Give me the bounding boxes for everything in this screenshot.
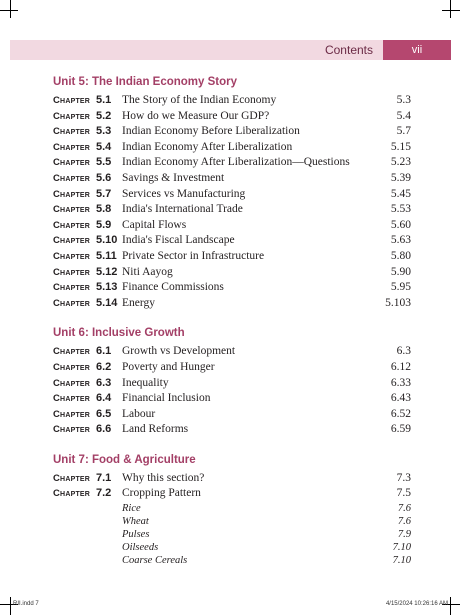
- chapter-title: Energy: [122, 296, 156, 309]
- chapter-label: Chapter: [53, 472, 91, 484]
- chapter-row[interactable]: [53, 93, 411, 109]
- chapter-label: Chapter: [53, 219, 91, 231]
- unit-title: Unit 5: The Indian Economy Story: [53, 76, 238, 88]
- chapter-title: Private Sector in Infrastructure: [122, 249, 265, 262]
- chapter-number: 7.2: [96, 487, 112, 500]
- chapter-label: Chapter: [53, 282, 91, 294]
- chapter-page: 5.39: [390, 171, 411, 184]
- chapter-row[interactable]: [53, 265, 411, 281]
- chapter-label: Chapter: [53, 235, 91, 247]
- chapter-page: 5.103: [385, 296, 411, 309]
- unit-section: [53, 74, 411, 311]
- subsection-page: 7.6: [397, 503, 411, 515]
- chapter-row[interactable]: [53, 280, 411, 296]
- subsection-page: 7.10: [392, 542, 411, 554]
- chapter-label: Chapter: [53, 172, 91, 184]
- subsection-page: 7.10: [392, 555, 411, 567]
- chapter-row[interactable]: [53, 376, 411, 392]
- chapter-label: Chapter: [53, 424, 91, 436]
- chapter-number: 6.4: [96, 392, 112, 405]
- subsection-title: Rice: [122, 503, 141, 515]
- crop-mark: [450, 0, 451, 18]
- subsection-title: Wheat: [122, 516, 149, 528]
- chapter-page: 5.45: [390, 187, 411, 200]
- chapter-row[interactable]: [53, 296, 411, 312]
- subsection-row[interactable]: [53, 502, 411, 515]
- header-band: [10, 40, 451, 60]
- chapter-row[interactable]: [53, 249, 411, 265]
- chapter-number: 5.2: [96, 109, 112, 122]
- chapter-number: 5.13: [96, 281, 118, 294]
- chapter-label: Chapter: [53, 110, 91, 122]
- chapter-label: Chapter: [53, 188, 91, 200]
- chapter-page: 5.80: [390, 249, 411, 262]
- subsection-row[interactable]: [53, 554, 411, 567]
- crop-mark: [0, 10, 18, 11]
- chapter-page: 6.43: [390, 392, 411, 405]
- subsection-row[interactable]: [53, 528, 411, 541]
- crop-mark: [10, 597, 11, 615]
- chapter-row[interactable]: [53, 109, 411, 125]
- chapter-title: Indian Economy After Liberalization: [122, 140, 293, 153]
- chapter-number: 5.8: [96, 203, 112, 216]
- chapter-title: Why this section?: [122, 471, 205, 484]
- chapter-page: 5.53: [390, 203, 411, 216]
- chapter-number: 5.6: [96, 171, 112, 184]
- file-slug: RII.indd 7: [13, 601, 39, 607]
- chapter-row[interactable]: [53, 155, 411, 171]
- chapter-title: How do we Measure Our GDP?: [122, 109, 270, 122]
- chapter-page: 5.3: [396, 94, 411, 106]
- timestamp-slug: 4/15/2024 10:26:16 AM: [385, 601, 448, 607]
- chapter-label: Chapter: [53, 204, 91, 216]
- chapter-page: 5.23: [390, 156, 411, 169]
- chapter-row[interactable]: [53, 124, 411, 140]
- chapter-page: 5.15: [390, 140, 411, 153]
- chapter-label: Chapter: [53, 346, 91, 358]
- chapter-page: 7.3: [396, 471, 411, 484]
- chapter-row[interactable]: [53, 140, 411, 156]
- chapter-row[interactable]: [53, 187, 411, 203]
- chapter-page: 5.63: [390, 234, 411, 247]
- chapter-row[interactable]: [53, 218, 411, 234]
- chapter-title: Finance Commissions: [122, 281, 224, 294]
- chapter-label: Chapter: [53, 141, 91, 153]
- chapter-title: Inequality: [122, 376, 169, 389]
- chapter-label: Chapter: [53, 95, 91, 106]
- subsection-row[interactable]: [53, 541, 411, 554]
- chapter-page: 7.5: [396, 487, 411, 500]
- chapter-number: 5.3: [96, 125, 112, 138]
- chapter-row[interactable]: [53, 407, 411, 423]
- chapter-title: Financial Inclusion: [122, 392, 211, 405]
- chapter-title: Poverty and Hunger: [122, 360, 215, 373]
- contents-label: Contents: [324, 43, 373, 57]
- crop-mark: [442, 10, 460, 11]
- chapter-title: Indian Economy Before Liberalization: [122, 125, 300, 138]
- chapter-label: Chapter: [53, 266, 91, 278]
- chapter-number: 5.14: [96, 296, 118, 309]
- chapter-title: Services vs Manufacturing: [122, 187, 246, 200]
- chapter-number: 5.5: [96, 156, 112, 169]
- unit-section: [53, 452, 411, 567]
- unit-section: [53, 325, 411, 438]
- chapter-label: Chapter: [53, 393, 91, 405]
- crop-mark: [450, 597, 451, 615]
- chapter-label: Chapter: [53, 408, 91, 420]
- chapter-label: Chapter: [53, 377, 91, 389]
- subsection-title: Oilseeds: [122, 542, 159, 554]
- chapter-page: 6.52: [390, 407, 411, 420]
- chapter-number: 5.11: [96, 249, 117, 262]
- chapter-label: Chapter: [53, 126, 91, 138]
- chapter-page: 5.7: [396, 125, 411, 138]
- chapter-number: 5.4: [96, 140, 112, 153]
- chapter-row[interactable]: [53, 233, 411, 249]
- chapter-number: 5.7: [96, 187, 112, 200]
- chapter-label: Chapter: [53, 361, 91, 373]
- chapter-row[interactable]: [53, 202, 411, 218]
- chapter-number: 6.3: [96, 376, 112, 389]
- chapter-page: 5.90: [390, 265, 411, 278]
- unit-title: Unit 7: Food & Agriculture: [53, 453, 196, 466]
- chapter-number: 6.1: [96, 345, 112, 358]
- crop-mark: [10, 0, 11, 18]
- chapter-title: Cropping Pattern: [122, 487, 201, 500]
- chapter-row[interactable]: [53, 171, 411, 187]
- chapter-row[interactable]: [53, 422, 411, 438]
- chapter-title: Savings & Investment: [122, 171, 225, 184]
- table-of-contents: [53, 74, 411, 581]
- chapter-page: 6.12: [390, 360, 411, 373]
- chapter-title: Niti Aayog: [122, 265, 173, 278]
- chapter-title: India's Fiscal Landscape: [122, 234, 235, 247]
- chapter-number: 7.1: [96, 471, 112, 484]
- chapter-number: 5.10: [96, 234, 118, 247]
- chapter-label: Chapter: [53, 488, 91, 500]
- chapter-number: 6.2: [96, 360, 112, 373]
- chapter-number: 6.6: [96, 423, 112, 436]
- chapter-page: 6.3: [396, 345, 411, 358]
- chapter-row[interactable]: [53, 486, 411, 502]
- chapter-number: 6.5: [96, 407, 112, 420]
- chapter-page: 6.33: [390, 376, 411, 389]
- chapter-title: Growth vs Development: [122, 345, 236, 358]
- chapter-title: India's International Trade: [122, 203, 243, 216]
- chapter-title: Land Reforms: [122, 423, 189, 436]
- chapter-row[interactable]: [53, 471, 411, 487]
- chapter-title: The Story of the Indian Economy: [122, 94, 277, 106]
- chapter-number: 5.12: [96, 265, 118, 278]
- chapter-number: 5.1: [96, 94, 112, 106]
- subsection-title: Coarse Cereals: [122, 555, 188, 567]
- chapter-label: Chapter: [53, 297, 91, 309]
- chapter-title: Labour: [122, 407, 156, 420]
- chapter-page: 5.95: [390, 281, 411, 294]
- chapter-title: Capital Flows: [122, 218, 187, 231]
- unit-title: Unit 6: Inclusive Growth: [53, 327, 185, 340]
- subsection-title: Pulses: [122, 529, 150, 541]
- subsection-row[interactable]: [53, 515, 411, 528]
- page-number-badge: vii: [383, 40, 451, 60]
- chapter-page: 5.60: [390, 218, 411, 231]
- subsection-page: 7.9: [397, 529, 411, 541]
- chapter-row[interactable]: [53, 360, 411, 376]
- subsection-page: 7.6: [397, 516, 411, 528]
- chapter-label: Chapter: [53, 157, 91, 169]
- chapter-number: 5.9: [96, 218, 112, 231]
- chapter-page: 6.59: [390, 423, 411, 436]
- chapter-page: 5.4: [396, 109, 411, 122]
- chapter-row[interactable]: [53, 344, 411, 360]
- chapter-row[interactable]: [53, 391, 411, 407]
- chapter-title: Indian Economy After Liberalization—Questions: [122, 156, 350, 169]
- chapter-label: Chapter: [53, 250, 91, 262]
